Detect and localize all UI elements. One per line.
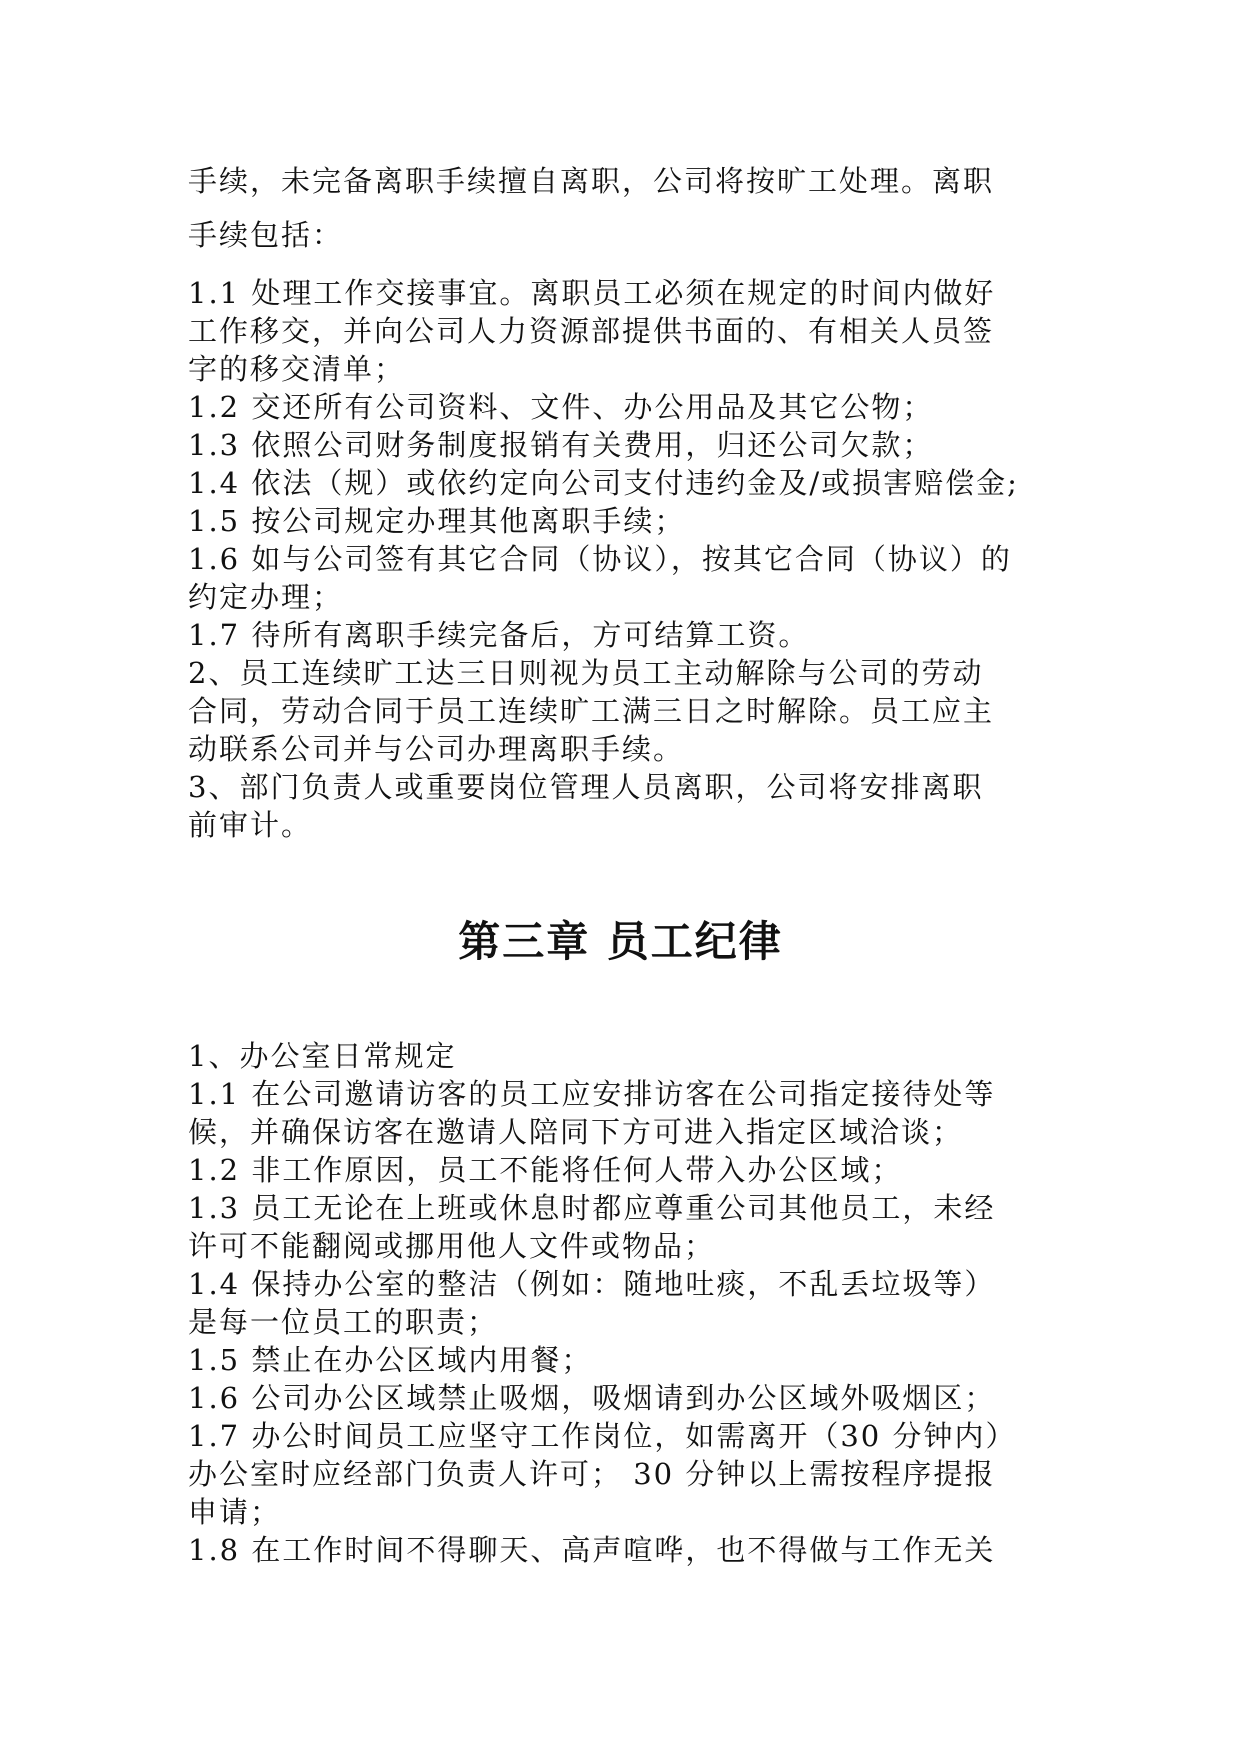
- text-line: 2、员工连续旷工达三日则视为员工主动解除与公司的劳动: [188, 656, 984, 690]
- text-line: 申请；: [188, 1495, 282, 1529]
- text-line: 手续，未完备离职手续擅自离职，公司将按旷工处理。离职: [188, 164, 995, 198]
- text-line: 工作移交，并向公司人力资源部提供书面的、有相关人员签: [188, 314, 995, 348]
- text-line: 1.4 保持办公室的整洁（例如：随地吐痰，不乱丢垃圾等）: [188, 1267, 996, 1301]
- text-line: 1.7 办公时间员工应坚守工作岗位，如需离开（30 分钟内）: [188, 1419, 1017, 1453]
- text-line: 1.1 在公司邀请访客的员工应安排访客在公司指定接待处等: [188, 1077, 996, 1111]
- text-line: 1.4 依法（规）或依约定向公司支付违约金及/或损害赔偿金;: [188, 466, 1019, 500]
- text-line: 1、办公室日常规定: [188, 1039, 457, 1073]
- text-line: 字的移交清单；: [188, 352, 406, 386]
- office-rules-section: [188, 1037, 1050, 1569]
- resignation-procedure-section: [188, 162, 1050, 844]
- text-line: 约定办理；: [188, 580, 344, 614]
- text-line: 前审计。: [188, 808, 313, 842]
- text-line: 1.5 按公司规定办理其他离职手续；: [188, 504, 686, 538]
- text-line: 3、部门负责人或重要岗位管理人员离职，公司将安排离职: [188, 770, 984, 804]
- text-line: 1.2 非工作原因，员工不能将任何人带入办公区域；: [188, 1153, 903, 1187]
- text-line: 1.1 处理工作交接事宜。离职员工必须在规定的时间内做好: [188, 276, 996, 310]
- text-line: 1.6 公司办公区域禁止吸烟，吸烟请到办公区域外吸烟区；: [188, 1381, 996, 1415]
- text-line: 1.3 依照公司财务制度报销有关费用，归还公司欠款；: [188, 428, 934, 462]
- text-line: 手续包括：: [188, 218, 344, 252]
- text-line: 1.5 禁止在办公区域内用餐；: [188, 1343, 593, 1377]
- text-line: 许可不能翻阅或挪用他人文件或物品；: [188, 1229, 716, 1263]
- text-line: 1.7 待所有离职手续完备后，方可结算工资。: [188, 618, 810, 652]
- text-line: 1.8 在工作时间不得聊天、高声喧哗，也不得做与工作无关: [188, 1533, 996, 1567]
- text-line: 动联系公司并与公司办理离职手续。: [188, 732, 685, 766]
- text-line: 候，并确保访客在邀请人陪同下方可进入指定区域洽谈；: [188, 1115, 964, 1149]
- text-line: 合同，劳动合同于员工连续旷工满三日之时解除。员工应主: [188, 694, 995, 728]
- text-line: 1.6 如与公司签有其它合同（协议），按其它合同（协议）的: [188, 542, 1012, 576]
- text-line: 1.2 交还所有公司资料、文件、办公用品及其它公物；: [188, 390, 934, 424]
- text-line: 办公室时应经部门负责人许可； 30 分钟以上需按程序提报: [188, 1457, 996, 1491]
- text-line: 1.3 员工无论在上班或休息时都应尊重公司其他员工，未经: [188, 1191, 996, 1225]
- text-line: 是每一位员工的职责；: [188, 1305, 499, 1339]
- chapter-title: 第三章 员工纪律: [458, 917, 783, 966]
